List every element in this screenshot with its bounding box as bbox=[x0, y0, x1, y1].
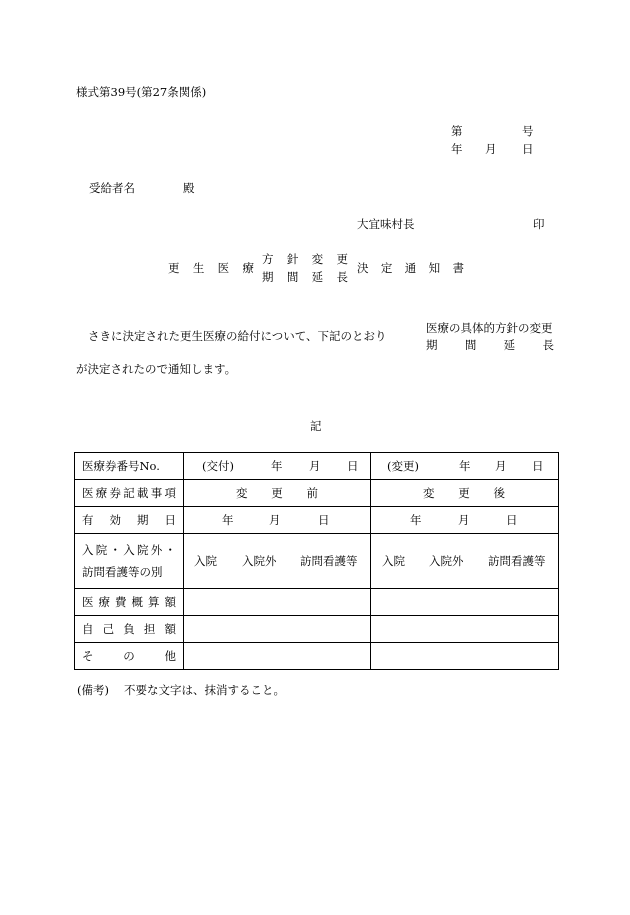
option-char: 長 bbox=[542, 338, 554, 352]
tag-issued: (交付) bbox=[202, 459, 234, 473]
title-char: 生 bbox=[192, 261, 205, 275]
table-row bbox=[75, 616, 559, 643]
day-label: 日 bbox=[506, 513, 518, 527]
title-char: 決 bbox=[357, 261, 369, 275]
label-text: 医療券番号No. bbox=[82, 459, 160, 473]
issuer-seal: 印 bbox=[533, 217, 545, 231]
title-option-change bbox=[262, 251, 348, 267]
cell-estimated-cost-after[interactable] bbox=[371, 589, 559, 616]
title-suffix bbox=[357, 260, 464, 276]
title-char: 通 bbox=[404, 261, 417, 275]
title-char: 針 bbox=[286, 252, 299, 266]
cell-care-type-before[interactable] bbox=[184, 534, 371, 589]
body-line-2: が決定されたので通知します。 bbox=[76, 362, 237, 376]
number-dai: 第 bbox=[451, 124, 463, 138]
table-row bbox=[75, 643, 559, 670]
note-text: 不要な文字は、抹消すること。 bbox=[124, 683, 285, 697]
option-char: 延 bbox=[503, 338, 516, 352]
cell-before-change bbox=[184, 480, 371, 507]
label-self-pay bbox=[75, 616, 184, 643]
year-label: 年 bbox=[222, 513, 234, 527]
body-option-2 bbox=[426, 337, 554, 353]
cell-other-before[interactable] bbox=[184, 643, 371, 670]
notice-table bbox=[74, 452, 559, 670]
table-row bbox=[75, 589, 559, 616]
label-other bbox=[75, 643, 184, 670]
table-row bbox=[75, 534, 559, 589]
issuer-name: 大宜味村長 bbox=[357, 217, 415, 231]
note-prefix: (備考) bbox=[77, 683, 109, 697]
label-text: 医 療 費 概 算 額 bbox=[82, 595, 176, 609]
title-char: 長 bbox=[336, 270, 348, 284]
month-label: 月 bbox=[458, 513, 470, 527]
label-ticket-number bbox=[75, 453, 184, 480]
title-option-extension bbox=[262, 269, 348, 285]
char: 変 bbox=[236, 486, 248, 500]
label-valid-date bbox=[75, 507, 184, 534]
option-outpatient[interactable]: 入院外 bbox=[429, 554, 464, 568]
char: 更 bbox=[271, 486, 283, 500]
day-label: 日 bbox=[532, 459, 544, 473]
option-home-nursing[interactable]: 訪問看護等 bbox=[488, 554, 546, 568]
label-line-2: 訪問看護等の別 bbox=[82, 565, 163, 579]
option-outpatient[interactable]: 入院外 bbox=[242, 554, 277, 568]
option-char: 期 bbox=[426, 338, 438, 352]
title-char: 知 bbox=[428, 261, 441, 275]
option-inpatient[interactable]: 入院 bbox=[194, 554, 217, 568]
date-month: 月 bbox=[485, 142, 497, 156]
day-label: 日 bbox=[347, 459, 359, 473]
year-label: 年 bbox=[271, 459, 283, 473]
ki-heading: 記 bbox=[310, 419, 322, 433]
label-text: 自 己 負 担 額 bbox=[82, 622, 176, 636]
table-row bbox=[75, 453, 559, 480]
body-option-1: 医療の具体的方針の変更 bbox=[426, 321, 553, 335]
title-char: 更 bbox=[168, 261, 180, 275]
label-text: 医 療 券 記 載 事 項 bbox=[82, 486, 176, 500]
char: 前 bbox=[306, 486, 318, 500]
after-change-label bbox=[423, 485, 505, 501]
label-estimated-cost bbox=[75, 589, 184, 616]
body-line-1: さきに決定された更生医療の給付について、下記のとおり bbox=[88, 329, 387, 343]
tag-changed: (変更) bbox=[387, 459, 419, 473]
month-label: 月 bbox=[269, 513, 281, 527]
title-char: 療 bbox=[242, 261, 254, 275]
title-char: 延 bbox=[311, 270, 324, 284]
cell-other-after[interactable] bbox=[371, 643, 559, 670]
char: 更 bbox=[458, 486, 470, 500]
title-char: 方 bbox=[262, 252, 274, 266]
day-label: 日 bbox=[318, 513, 330, 527]
cell-self-pay-before[interactable] bbox=[184, 616, 371, 643]
cell-care-type-after[interactable] bbox=[371, 534, 559, 589]
year-label: 年 bbox=[459, 459, 471, 473]
title-char: 更 bbox=[336, 252, 348, 266]
title-char: 期 bbox=[262, 270, 274, 284]
number-go: 号 bbox=[522, 124, 534, 138]
title-char: 書 bbox=[452, 261, 464, 275]
label-care-type bbox=[75, 534, 184, 589]
option-char: 間 bbox=[464, 338, 477, 352]
label-text: そ の 他 bbox=[82, 649, 176, 663]
date-year: 年 bbox=[451, 142, 463, 156]
cell-issue-date[interactable] bbox=[184, 453, 371, 480]
title-char: 変 bbox=[311, 252, 324, 266]
label-line-1: 入 院 ・ 入 院 外 ・ bbox=[82, 543, 176, 557]
cell-change-date[interactable] bbox=[371, 453, 559, 480]
document-title bbox=[168, 250, 468, 284]
title-char: 間 bbox=[286, 270, 299, 284]
recipient-label: 受給者名 bbox=[89, 181, 135, 195]
year-label: 年 bbox=[410, 513, 422, 527]
form-number: 様式第39号(第27条関係) bbox=[76, 85, 207, 99]
table-row bbox=[75, 507, 559, 534]
cell-after-change bbox=[371, 480, 559, 507]
title-prefix bbox=[168, 260, 254, 276]
recipient-honorific: 殿 bbox=[183, 181, 195, 195]
label-text: 有 効 期 日 bbox=[82, 513, 176, 527]
cell-valid-before[interactable] bbox=[184, 507, 371, 534]
date-day: 日 bbox=[522, 142, 534, 156]
cell-estimated-cost-before[interactable] bbox=[184, 589, 371, 616]
cell-valid-after[interactable] bbox=[371, 507, 559, 534]
char: 後 bbox=[493, 486, 505, 500]
title-char: 医 bbox=[217, 261, 230, 275]
char: 変 bbox=[423, 486, 435, 500]
cell-self-pay-after[interactable] bbox=[371, 616, 559, 643]
title-char: 定 bbox=[380, 261, 393, 275]
option-home-nursing[interactable]: 訪問看護等 bbox=[300, 554, 358, 568]
option-inpatient[interactable]: 入院 bbox=[382, 554, 405, 568]
label-ticket-items bbox=[75, 480, 184, 507]
month-label: 月 bbox=[309, 459, 321, 473]
table-row bbox=[75, 480, 559, 507]
month-label: 月 bbox=[495, 459, 507, 473]
before-change-label bbox=[236, 485, 318, 501]
